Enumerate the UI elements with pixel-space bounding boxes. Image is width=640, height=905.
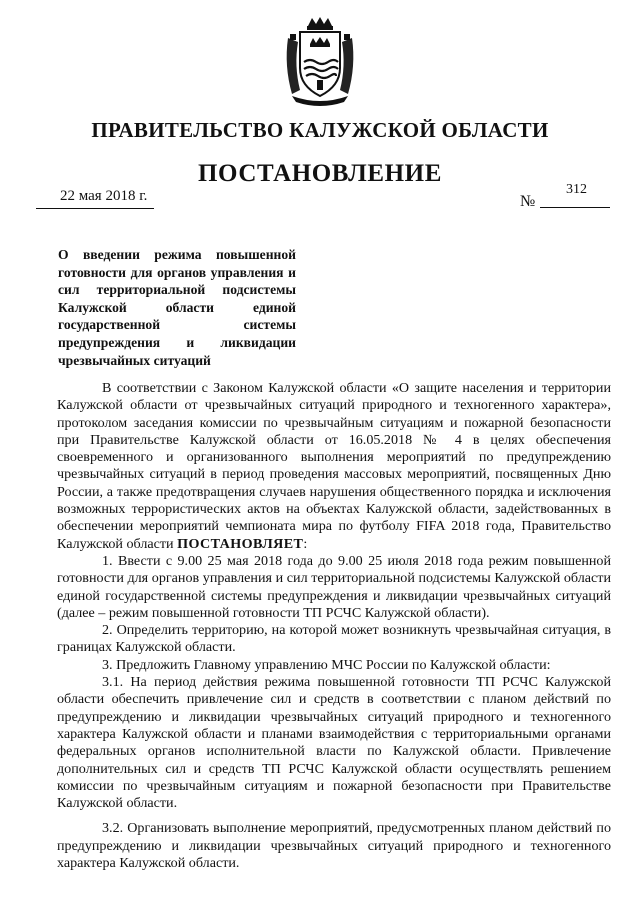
number-label: № — [520, 193, 536, 210]
preamble-text: В соответствии с Законом Калужской области «О защите населения и территории Калужской области от чрезвычайных ситуаций природного и техногенного характера», протоколом заседания комиссии по чрезвычайным ситуациям и пожарной безопасности при Правительстве Калужской области от 16.05.2018 № 4 в целях обеспечения своевременного и организованного выполнения мероприятий по предупреждению чрезвычайных ситуаций в период проведения массовых мероприятий, посвященных Дню России, а также предотвращения случаев нарушения общественного порядка и исключения возможных террористических актов на объектах Калужской области, задействованных в обеспечении мероприятий чемпионата мира по футболу FIFA 2018 года, Правительство Калужской области — [57, 380, 611, 552]
paragraph-3: 3. Предложить Главному управлению МЧС России по Калужской области: — [102, 656, 551, 673]
coat-of-arms-emblem — [282, 16, 358, 106]
document-body — [57, 380, 611, 872]
coat-of-arms-icon — [282, 16, 358, 106]
document-date: 22 мая 2018 г. — [60, 188, 148, 204]
document-type-title: ПОСТАНОВЛЕНИЕ — [197, 160, 443, 187]
paragraph-2: 2. Определить территорию, на которой может возникнуть чрезвычайная ситуация, в границах Калужской области. — [57, 622, 611, 656]
paragraph-3-1: 3.1. На период действия режима повышенной готовности ТП РСЧС Калужской области обеспечить привлечение сил и средств в соответствии с планом действий по предупреждению и ликвидации чрезвычайных ситуаций природного и техногенного характера Калужской области и планами взаимодействия с территориальными органами федеральных органов исполнительной власти по Калужской области. Привлечение дополнительных сил и средств ТП РСЧС Калужской области осуществлять решением комиссии по чрезвычайным ситуациям и пожарной безопасности при Правительстве Калужской области. — [57, 674, 611, 812]
date-underline — [36, 208, 154, 209]
document-subject: О введении режима повышенной готовности для органов управления и сил территориальной подсистемы Калужской области единой государственной системы предупреждения и ликвидации чрезвычайных ситуаций — [58, 247, 296, 368]
document-number: 312 — [566, 182, 587, 197]
paragraph-3-2: 3.2. Организовать выполнение мероприятий, предусмотренных планом действий по предупреждению и ликвидации чрезвычайных ситуаций природного и техногенного характера Калужской области. — [57, 820, 611, 872]
decree-colon: : — [303, 535, 308, 552]
government-name: ПРАВИТЕЛЬСТВО КАЛУЖСКОЙ ОБЛАСТИ — [91, 118, 549, 142]
paragraph-1: 1. Ввести с 9.00 25 мая 2018 года до 9.00 25 июля 2018 года режим повышенной готовности для органов управления и сил территориальной подсистемы Калужской области единой государственной системы предупреждения и ликвидации чрезвычайных ситуаций (далее – режим повышенной готовности ТП РСЧС Калужской области). — [57, 552, 611, 621]
decree-word: ПОСТАНОВЛЯЕТ — [177, 535, 304, 552]
number-underline — [540, 207, 610, 208]
preamble-paragraph — [57, 380, 611, 553]
